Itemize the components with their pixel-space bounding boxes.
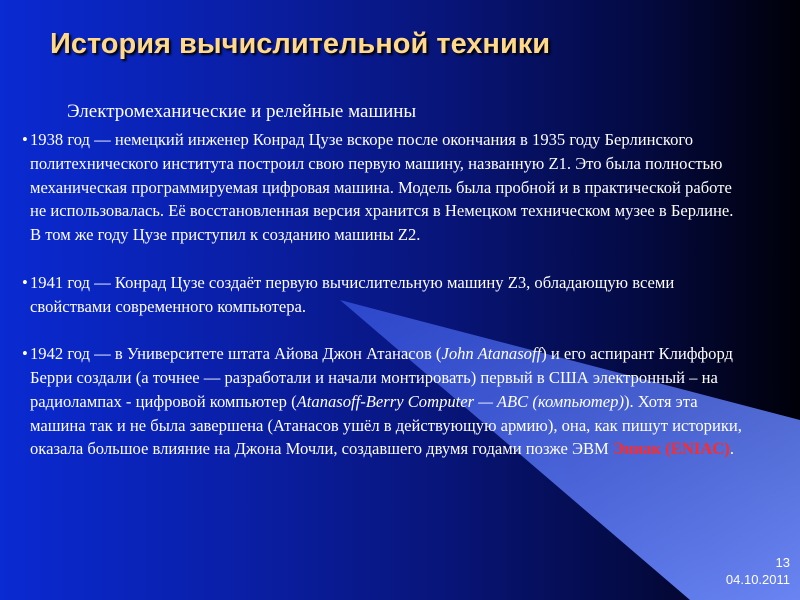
slide-title: История вычислительной техники (50, 28, 551, 60)
bullet-1938 (22, 128, 742, 247)
bullet-1942-italic-name: John Atanasoff (441, 344, 542, 364)
bullet-1942-text-2: ) и его аспирант Клиффорд Берри создали (а точнее — разработали и начали монтировать) первый в США электронный – на радиолампах - цифровой компьютер ( (30, 344, 733, 411)
bullet-1941-text: 1941 год — Конрад Цузе создаёт первую вычислительную машину Z3, обладающую всеми свойствами современного компьютера. (30, 272, 675, 316)
bullet-1942 (22, 342, 742, 461)
bullet-1941 (22, 271, 742, 319)
bullet-1942-text-3: ). Хотя эта машина так и не была завершена (Атанасов ушёл в действующую армию), она, как пишут историки, оказала большое влияние на Джона Мочли, создавшего двумя годами позже ЭВМ (30, 391, 742, 459)
bullet-1942-text-1: 1942 год — в Университете штата Айова Джон Атанасов ( (30, 344, 442, 364)
slide-date: 04.10.2011 (725, 572, 790, 587)
slide-footer (726, 554, 790, 588)
bullet-1938-text: 1938 год — немецкий инженер Конрад Цузе вскоре после окончания в 1935 году Берлинского политехнического института построил свою первую машину, названную Z1. Это была полностью механическая программируемая цифровая машина. Модель была пробной и в практической работе не использовалась. Её восстановленная версия хранится в Немецком техническом музее в Берлине. В том же году Цузе приступил к созданию машины Z2. (30, 130, 734, 245)
slide-body (22, 100, 742, 461)
bullet-1942-italic-abc: Atanasoff-Berry Computer — ABC (компьютер) (296, 391, 624, 411)
slide-subtitle: Электромеханические и релейные машины (67, 101, 417, 122)
bullet-1942-text-4: . (729, 439, 734, 459)
page-number: 13 (775, 555, 790, 570)
eniac-highlight: Эниак (ENIAC) (612, 439, 730, 459)
